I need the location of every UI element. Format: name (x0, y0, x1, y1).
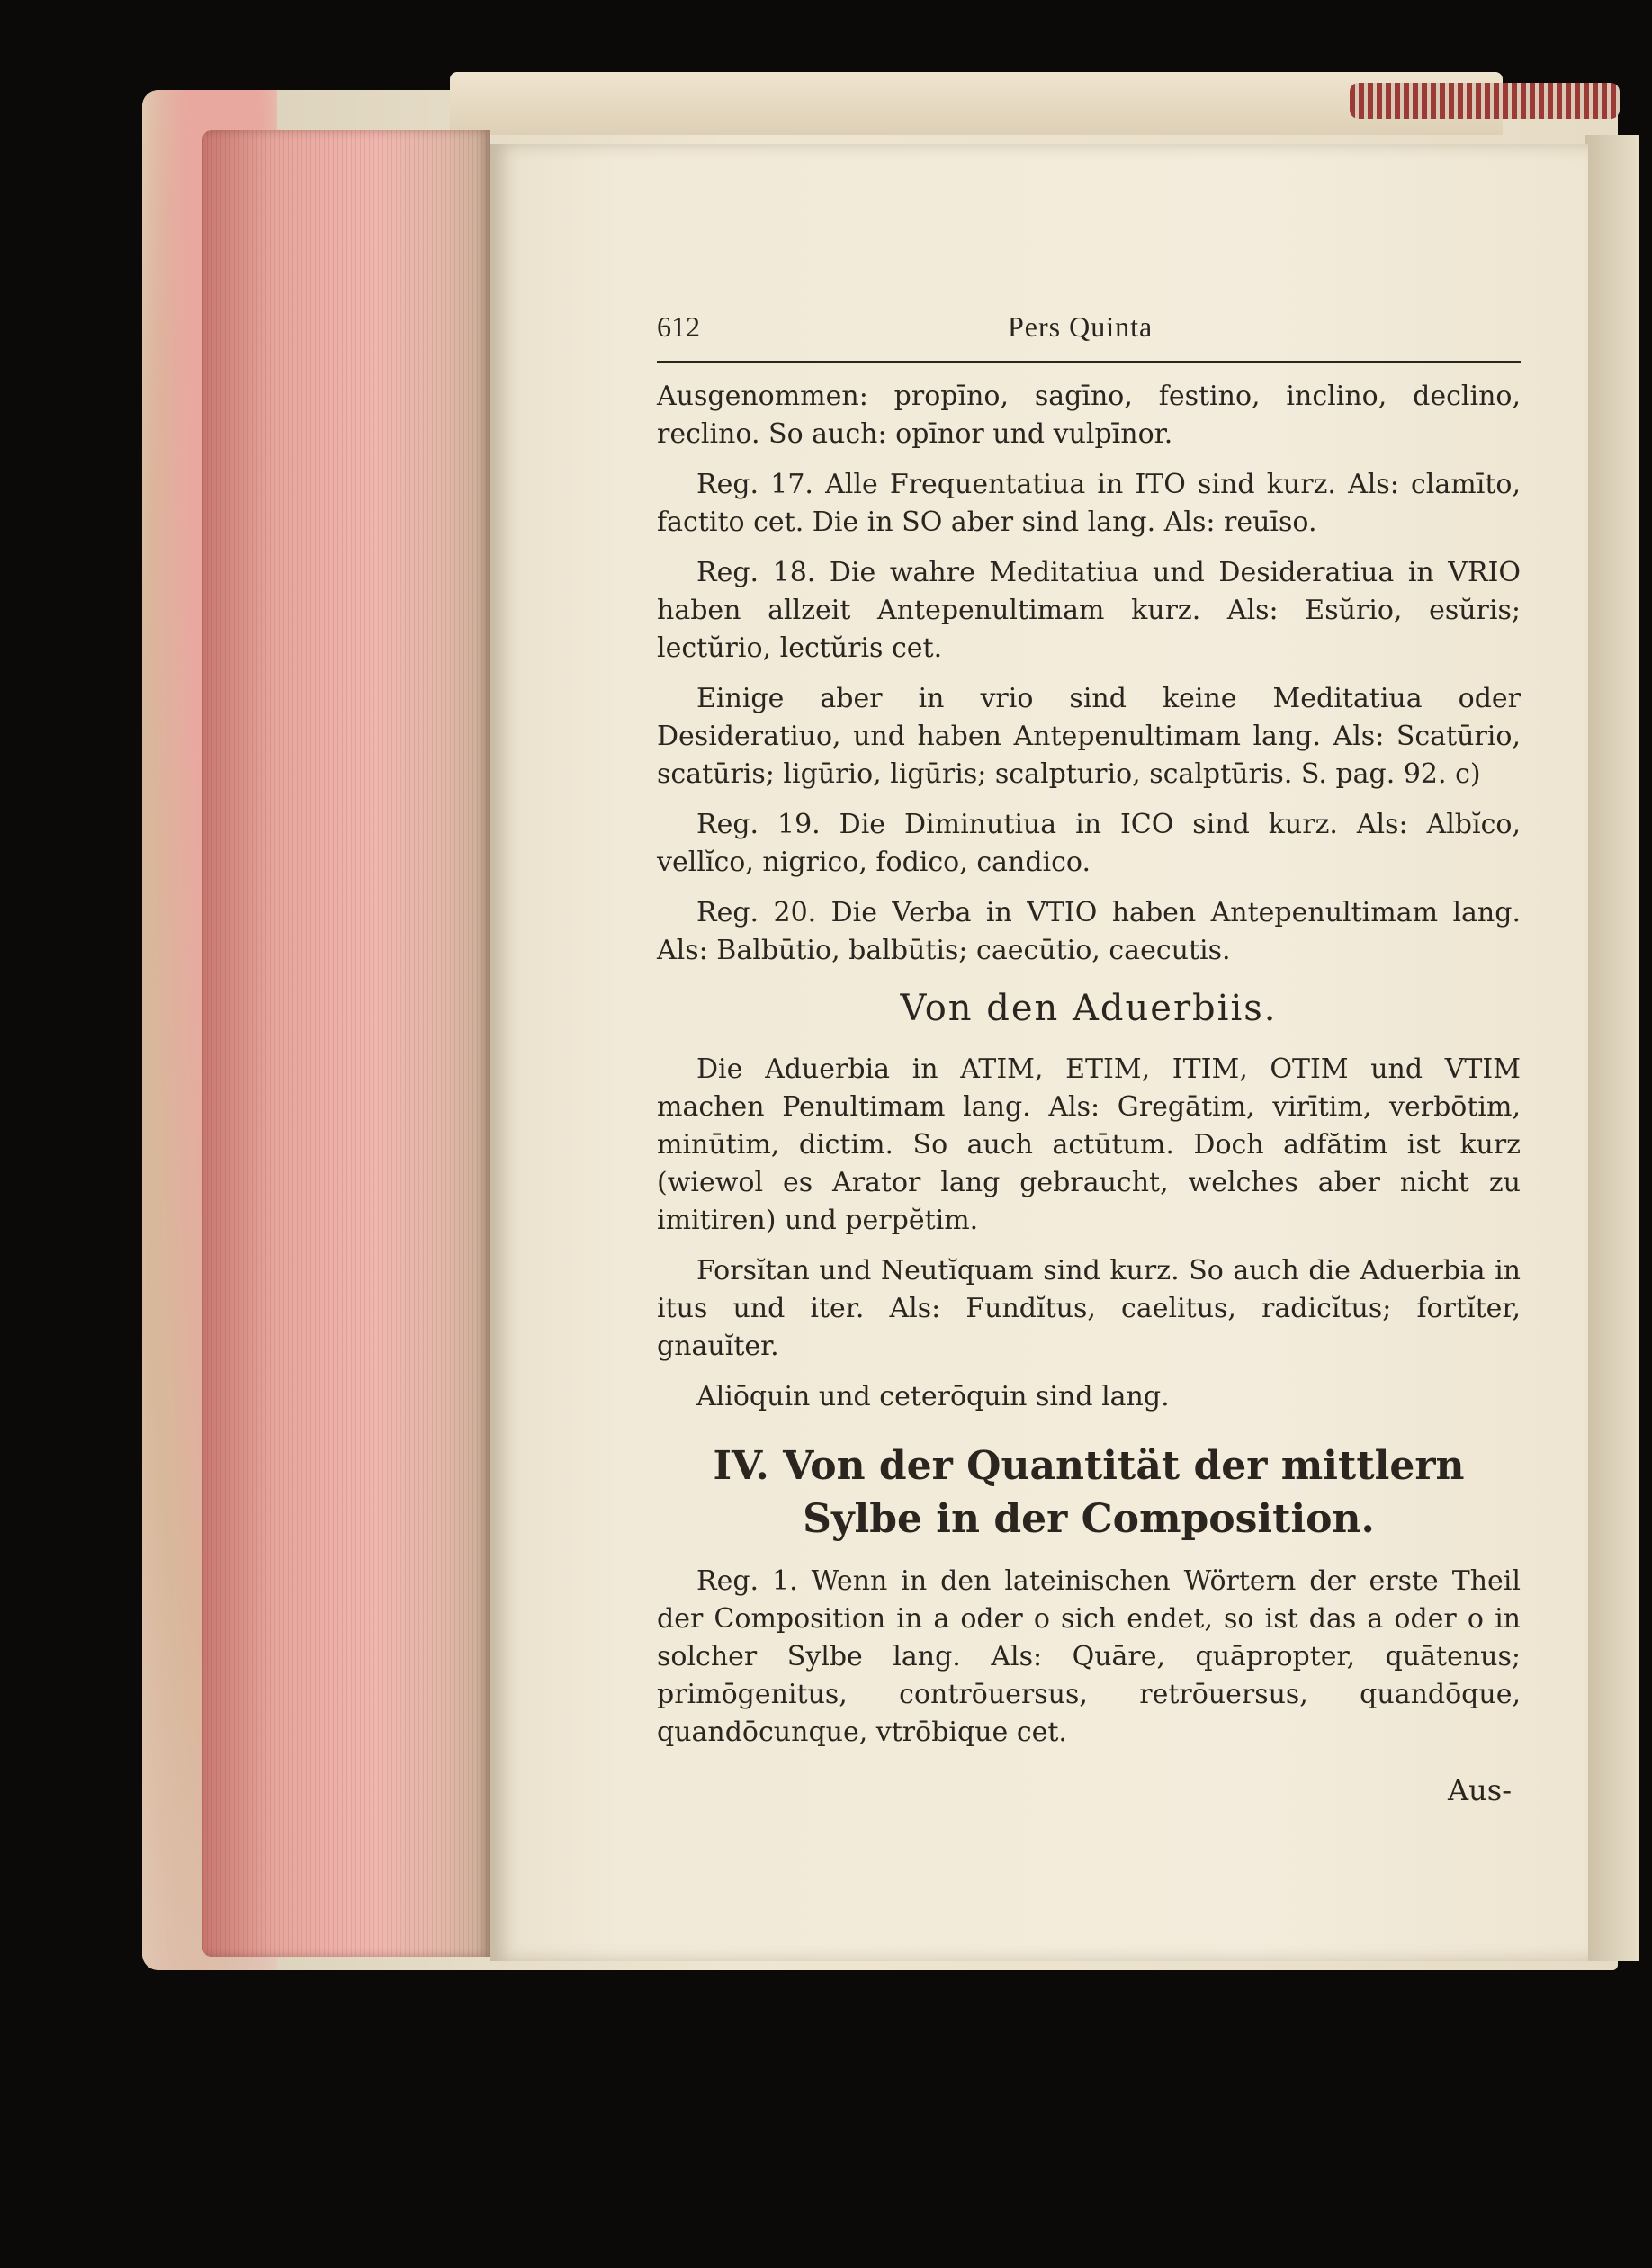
section-heading: Von den Aduerbiis. (900, 988, 1278, 1029)
running-title: Pers Quinta (1008, 310, 1154, 343)
paragraph: Ausgenommen: propīno, sagīno, festino, inclino, declino, reclino. So auch: opīnor und vulpīnor. (657, 381, 1521, 450)
paragraph-reg-1: Reg. 1. Wenn in den lateinischen Wörtern der erste Theil der Composition in a oder o sich endet, so ist das a oder o in solcher Sylbe lang. Als: Quāre, quāpropter, quātenus; primōgenitus, contrōuersus, retrōuersus, quandōque, quandōcunque, vtrōbique cet. (657, 1564, 1521, 1748)
paragraph: Forsĭtan und Neutĭquam sind kurz. So auch die Aduerbia in itus und iter. Als: Fundĭtus, caelitus, radicĭtus; fortĭter, gnauĭter. (657, 1255, 1521, 1362)
book-board-top (450, 72, 1503, 135)
paragraph-reg-17: Reg. 17. Alle Frequentatiua in ITO sind kurz. Als: clamīto, factito cet. Die in SO aber sind lang. Als: reuīso. (657, 469, 1521, 538)
paragraph-reg-20: Reg. 20. Die Verba in VTIO haben Antepenultimam lang. Als: Balbūtio, balbūtis; caecūtio, caecutis. (657, 897, 1521, 966)
paragraph-reg-18: Reg. 18. Die wahre Meditatiua und Desideratiua in VRIO haben allzeit Antepenultimam kurz. Als: Esŭrio, esŭris; lectŭrio, lectŭris cet. (657, 557, 1521, 664)
paragraph: Die Aduerbia in ATIM, ETIM, ITIM, OTIM und VTIM machen Penultimam lang. Als: Gregātim, virītim, verbōtim, minūtim, dictim. So auch actūtum. Doch adfătim ist kurz (wiewol es Arator lang gebraucht, welches aber nicht zu imitiren) und perpĕtim. (657, 1053, 1521, 1236)
catchword: Aus- (1448, 1772, 1512, 1807)
page-header (657, 310, 1521, 350)
paragraph: Einige aber in vrio sind keine Meditatiua oder Desideratiuo, und haben Antepenultimam lang. Als: Scatūrio, scatūris; ligūrio, ligūris; scalpturio, scalptūris. S. pag. 92. c) (657, 683, 1521, 790)
paragraph-reg-19: Reg. 19. Die Diminutiua in ICO sind kurz. Als: Albĭco, vellĭco, nigrico, fodico, candico. (657, 809, 1521, 878)
page-text-block (657, 310, 1521, 1807)
facing-page-edge (1585, 135, 1639, 1961)
paragraph: Aliōquin und ceterōquin sind lang. (696, 1381, 1170, 1412)
header-rule (657, 361, 1521, 363)
chapter-heading: IV. Von der Quantität der mittlern Sylbe in der Composition. (713, 1443, 1465, 1543)
red-page-edges (202, 130, 490, 1957)
page-number: 612 (657, 310, 700, 343)
headband (1350, 83, 1620, 119)
